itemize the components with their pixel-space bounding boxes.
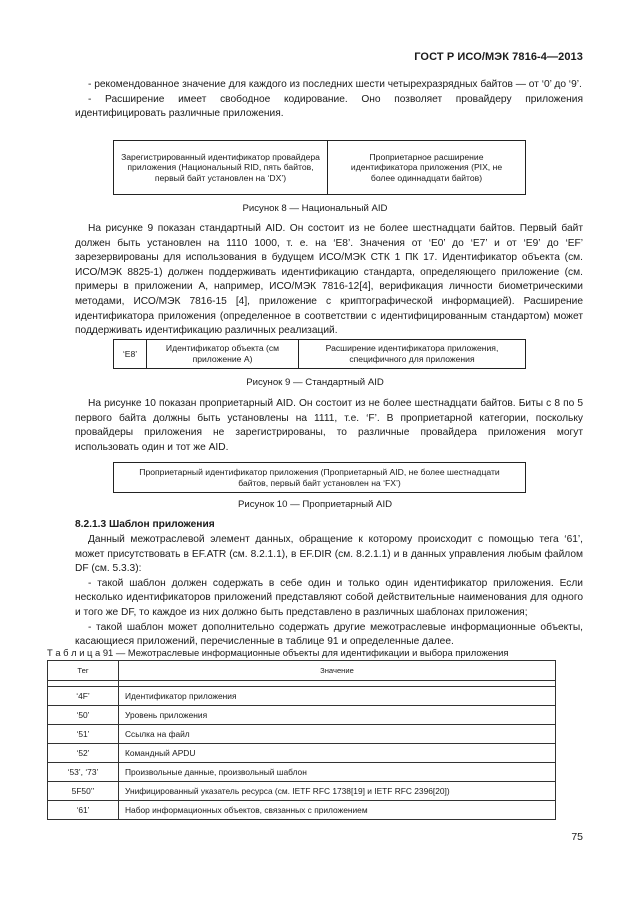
figure-8-caption: Рисунок 8 — Национальный AID xyxy=(242,203,388,214)
intro-line-1: - рекомендованное значение для каждого из последних шести четырехразрядных байтов — от ‘0’ до ‘9’. xyxy=(88,79,582,90)
value-cell: Набор информационных объектов, связанных с приложением xyxy=(119,801,556,820)
value-cell: Уровень приложения xyxy=(119,706,556,725)
table-row xyxy=(48,782,556,801)
section-paragraph-2: - такой шаблон должен содержать в себе один и только один идентификатор приложения. Если несколько идентификаторов приложений представляют собой действительные наименования для одного и того же DF, то каждое из них должно быть представлено в различных шаблонах приложения; xyxy=(75,577,583,618)
fig9-e8-cell: ‘E8’ xyxy=(114,340,147,368)
fig10-proprietary-cell: Проприетарный идентификатор приложения (Проприетарный AID, не более шестнадцати байтов, первый байт установлен на ‘FX’) xyxy=(139,466,500,488)
tag-cell: ‘61’ xyxy=(48,801,119,820)
table-91-wrap xyxy=(47,660,556,820)
tag-cell: ‘53’, ‘73’ xyxy=(48,763,119,782)
figure-9-diagram xyxy=(113,339,526,369)
intro-text xyxy=(75,78,583,122)
table-row xyxy=(48,687,556,706)
tag-cell: ‘4F’ xyxy=(48,687,119,706)
figure-10-caption: Рисунок 10 — Проприетарный AID xyxy=(237,499,393,510)
table-91 xyxy=(47,660,556,820)
section-body xyxy=(75,533,583,650)
figure-8-diagram xyxy=(113,140,526,195)
tag-cell: ‘50’ xyxy=(48,706,119,725)
table-header-row xyxy=(48,661,556,681)
fig10-paragraph: На рисунке 10 показан проприетарный AID. Он состоит из не более шестнадцати байтов. Биты с 8 по 5 первого байта должны быть установлены на 1111, т.е. ‘F’. В проприетарной категории, поскольку провайдеры приложения не зарегистрированы, то различные провайдера приложения могут использовать один и тот же AID. xyxy=(75,398,583,453)
document-header: ГОСТ Р ИСО/МЭК 7816-4—2013 xyxy=(414,51,583,63)
section-paragraph-1: Данный межотраслевой элемент данных, обращение к которому происходит с помощью тега ‘61’, может присутствовать в EF.ATR (см. 8.2.1.1), в EF.DIR (см. 8.2.1.1) и в данных управления любым файлом DF (см. 5.3.3): xyxy=(75,534,583,575)
section-title: 8.2.1.3 Шаблон приложения xyxy=(75,519,215,530)
table-row xyxy=(48,744,556,763)
column-header-value: Значение xyxy=(119,661,556,681)
table-row xyxy=(48,725,556,744)
value-cell: Ссылка на файл xyxy=(119,725,556,744)
table-row xyxy=(48,763,556,782)
value-cell: Произвольные данные, произвольный шаблон xyxy=(119,763,556,782)
intro-line-2: - Расширение имеет свободное кодирование. Оно позволяет провайдеру приложения идентифицировать различные приложения. xyxy=(75,93,583,120)
table-row xyxy=(48,706,556,725)
figure-9-caption: Рисунок 9 — Стандартный AID xyxy=(246,377,384,388)
table-row xyxy=(48,801,556,820)
table-caption: Т а б л и ц а 91 — Межотраслевые информационные объекты для идентификации и выбора приложения xyxy=(47,647,509,658)
fig9-object-id-cell: Идентификатор объекта (см приложение А) xyxy=(147,340,299,368)
column-header-tag: Тег xyxy=(48,661,119,681)
tag-cell: 5F50’’ xyxy=(48,782,119,801)
page-number: 75 xyxy=(571,831,583,843)
value-cell: Идентификатор приложения xyxy=(119,687,556,706)
figure-10-diagram xyxy=(113,462,526,493)
value-cell: Унифицированный указатель ресурса (см. IETF RFC 1738[19] и IETF RFC 2396[20]) xyxy=(119,782,556,801)
value-cell: Командный APDU xyxy=(119,744,556,763)
tag-cell: ‘51’ xyxy=(48,725,119,744)
fig9-paragraph: На рисунке 9 показан стандартный AID. Он состоит из не более шестнадцати байтов. Первый байт должен быть установлен на 1110 1000, т. е. на ‘E8’. Значения от ‘E0’ до ‘E7’ и от ‘E9’ до ‘EF’ зарезервированы для использования в будущем ИСО/МЭК СТК 1 ПК 17. Идентификатор объекта (см. ИСО/МЭК 8825-1) должен поддерживать идентификацию стандарта, определяющего приложение (см. примеры в приложении А, например, ИСО/МЭК 7816-12[4], верификация личности биометрическими методами, ИСО/МЭК 7816-15 [4], приложение с криптографической информацией). Расширение идентификатора приложения (определенное в соответствии с идентифицированным стандартом) может поддерживать идентификацию различных реализаций. xyxy=(75,223,583,337)
fig8-rid-cell: Зарегистрированный идентификатор провайдера приложения (Национальный RID, пять байтов, первый байт установлен на ‘DX’) xyxy=(114,141,328,194)
fig8-pix-cell: Проприетарное расширение идентификатора приложения (PIX, не более одиннадцати байтов) xyxy=(350,151,503,183)
section-paragraph-3: - такой шаблон может дополнительно содержать другие межотраслевые информационные объекты, касающиеся приложений, перечисленные в таблице 91 и определенные далее. xyxy=(75,621,583,648)
fig9-extension-cell: Расширение идентификатора приложения, специфичного для приложения xyxy=(325,343,499,364)
tag-cell: ‘52’ xyxy=(48,744,119,763)
